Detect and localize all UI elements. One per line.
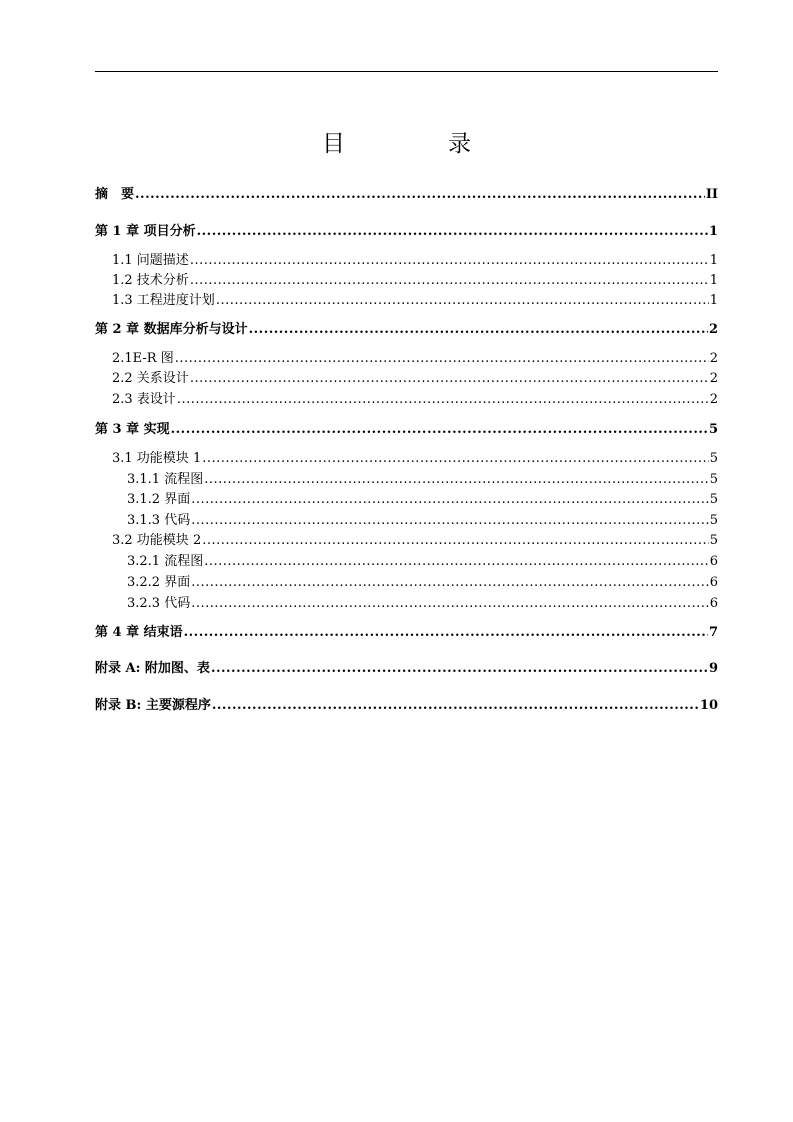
leader-dots xyxy=(204,470,709,490)
toc-entry-chapter-4[interactable] xyxy=(95,623,718,643)
toc-entry-page: 1 xyxy=(709,273,718,288)
toc-entry-page: 1 xyxy=(708,224,718,239)
leader-dots xyxy=(216,291,709,311)
toc-entry-label: 3.2.2 界面 xyxy=(127,575,191,590)
toc-entry-page: 6 xyxy=(709,575,718,590)
toc-entry-label: 第 2 章 数据库分析与设计 xyxy=(95,322,248,337)
leader-dots xyxy=(249,320,708,340)
toc-entry-page: 6 xyxy=(709,554,718,569)
toc-entry-page: 2 xyxy=(709,371,718,386)
toc-entry-3-2-3[interactable] xyxy=(127,594,718,614)
leader-dots xyxy=(177,390,709,410)
toc-entry-label: 3.2.1 流程图 xyxy=(127,554,204,569)
toc-entry-page: 1 xyxy=(709,253,718,268)
toc-entry-label: 3.2 功能模块 2 xyxy=(112,533,202,548)
toc-entry-label: 1.1 问题描述 xyxy=(112,253,189,268)
leader-dots xyxy=(197,222,708,242)
toc-entry-label: 第 4 章 结束语 xyxy=(95,625,183,640)
toc-entry-label: 3.1.2 界面 xyxy=(127,492,191,507)
leader-dots xyxy=(202,449,709,469)
leader-dots xyxy=(191,511,709,531)
toc-entry-1-3[interactable] xyxy=(112,291,718,311)
toc-entry-1-1[interactable] xyxy=(112,251,718,271)
leader-dots xyxy=(202,531,709,551)
toc-entry-chapter-3[interactable] xyxy=(95,420,718,440)
toc-entry-3-1-1[interactable] xyxy=(127,470,718,490)
toc-entry-page: 5 xyxy=(708,422,718,437)
toc-entry-label: 3.1 功能模块 1 xyxy=(112,451,202,466)
leader-dots xyxy=(184,623,708,643)
leader-dots xyxy=(190,251,709,271)
toc-entry-3-1[interactable] xyxy=(112,449,718,469)
toc-entry-3-2[interactable] xyxy=(112,531,718,551)
toc-entry-page: 5 xyxy=(709,492,718,507)
toc-entry-label: 2.2 关系设计 xyxy=(112,371,189,386)
toc-entry-1-2[interactable] xyxy=(112,271,718,291)
toc-entry-3-1-2[interactable] xyxy=(127,490,718,510)
leader-dots xyxy=(190,369,709,389)
toc-entry-page: II xyxy=(705,187,718,202)
toc-entry-page: 2 xyxy=(708,322,718,337)
toc-entry-label: 第 1 章 项目分析 xyxy=(95,224,196,239)
header-rule xyxy=(95,71,718,72)
toc-entry-label: 摘 要 xyxy=(95,187,135,202)
toc-entry-label: 附录 A: 附加图、表 xyxy=(95,661,210,676)
leader-dots xyxy=(191,594,709,614)
toc-entry-label: 3.1.1 流程图 xyxy=(127,472,204,487)
toc-entry-label: 3.2.3 代码 xyxy=(127,596,191,611)
toc-entry-page: 2 xyxy=(709,351,718,366)
toc-entry-page: 10 xyxy=(699,698,718,713)
toc-entry-page: 5 xyxy=(709,513,718,528)
toc-entry-2-2[interactable] xyxy=(112,369,718,389)
toc-entry-appendix-a[interactable] xyxy=(95,659,718,679)
toc-entry-chapter-2[interactable] xyxy=(95,320,718,340)
toc-entry-label: 附录 B: 主要源程序 xyxy=(95,698,211,713)
toc-entry-3-2-1[interactable] xyxy=(127,552,718,572)
toc-entry-page: 1 xyxy=(709,293,718,308)
toc-entry-abstract[interactable] xyxy=(95,185,718,205)
leader-dots xyxy=(171,420,708,440)
leader-dots xyxy=(135,185,705,205)
leader-dots xyxy=(211,659,708,679)
toc-entry-chapter-1[interactable] xyxy=(95,222,718,242)
toc-entry-page: 5 xyxy=(709,472,718,487)
leader-dots xyxy=(175,349,709,369)
leader-dots xyxy=(190,271,709,291)
toc-entry-page: 5 xyxy=(709,533,718,548)
toc-entry-3-1-3[interactable] xyxy=(127,511,718,531)
toc-entry-label: 1.2 技术分析 xyxy=(112,273,189,288)
toc-entry-page: 5 xyxy=(709,451,718,466)
toc-entry-2-3[interactable] xyxy=(112,390,718,410)
leader-dots xyxy=(191,490,709,510)
leader-dots xyxy=(212,696,699,716)
toc-entry-3-2-2[interactable] xyxy=(127,573,718,593)
leader-dots xyxy=(191,573,709,593)
toc-entry-page: 9 xyxy=(708,661,718,676)
toc-entry-label: 2.1E-R 图 xyxy=(112,351,174,366)
toc-entry-appendix-b[interactable] xyxy=(95,696,718,716)
toc-title: 目 录 xyxy=(322,131,511,157)
toc-entry-page: 2 xyxy=(709,392,718,407)
leader-dots xyxy=(204,552,709,572)
toc-entry-label: 第 3 章 实现 xyxy=(95,422,170,437)
toc-entry-label: 3.1.3 代码 xyxy=(127,513,191,528)
toc-entry-page: 7 xyxy=(708,625,718,640)
toc-entry-2-1[interactable] xyxy=(112,349,718,369)
toc-entry-page: 6 xyxy=(709,596,718,611)
toc-entry-label: 1.3 工程进度计划 xyxy=(112,293,215,308)
toc-entry-label: 2.3 表设计 xyxy=(112,392,176,407)
